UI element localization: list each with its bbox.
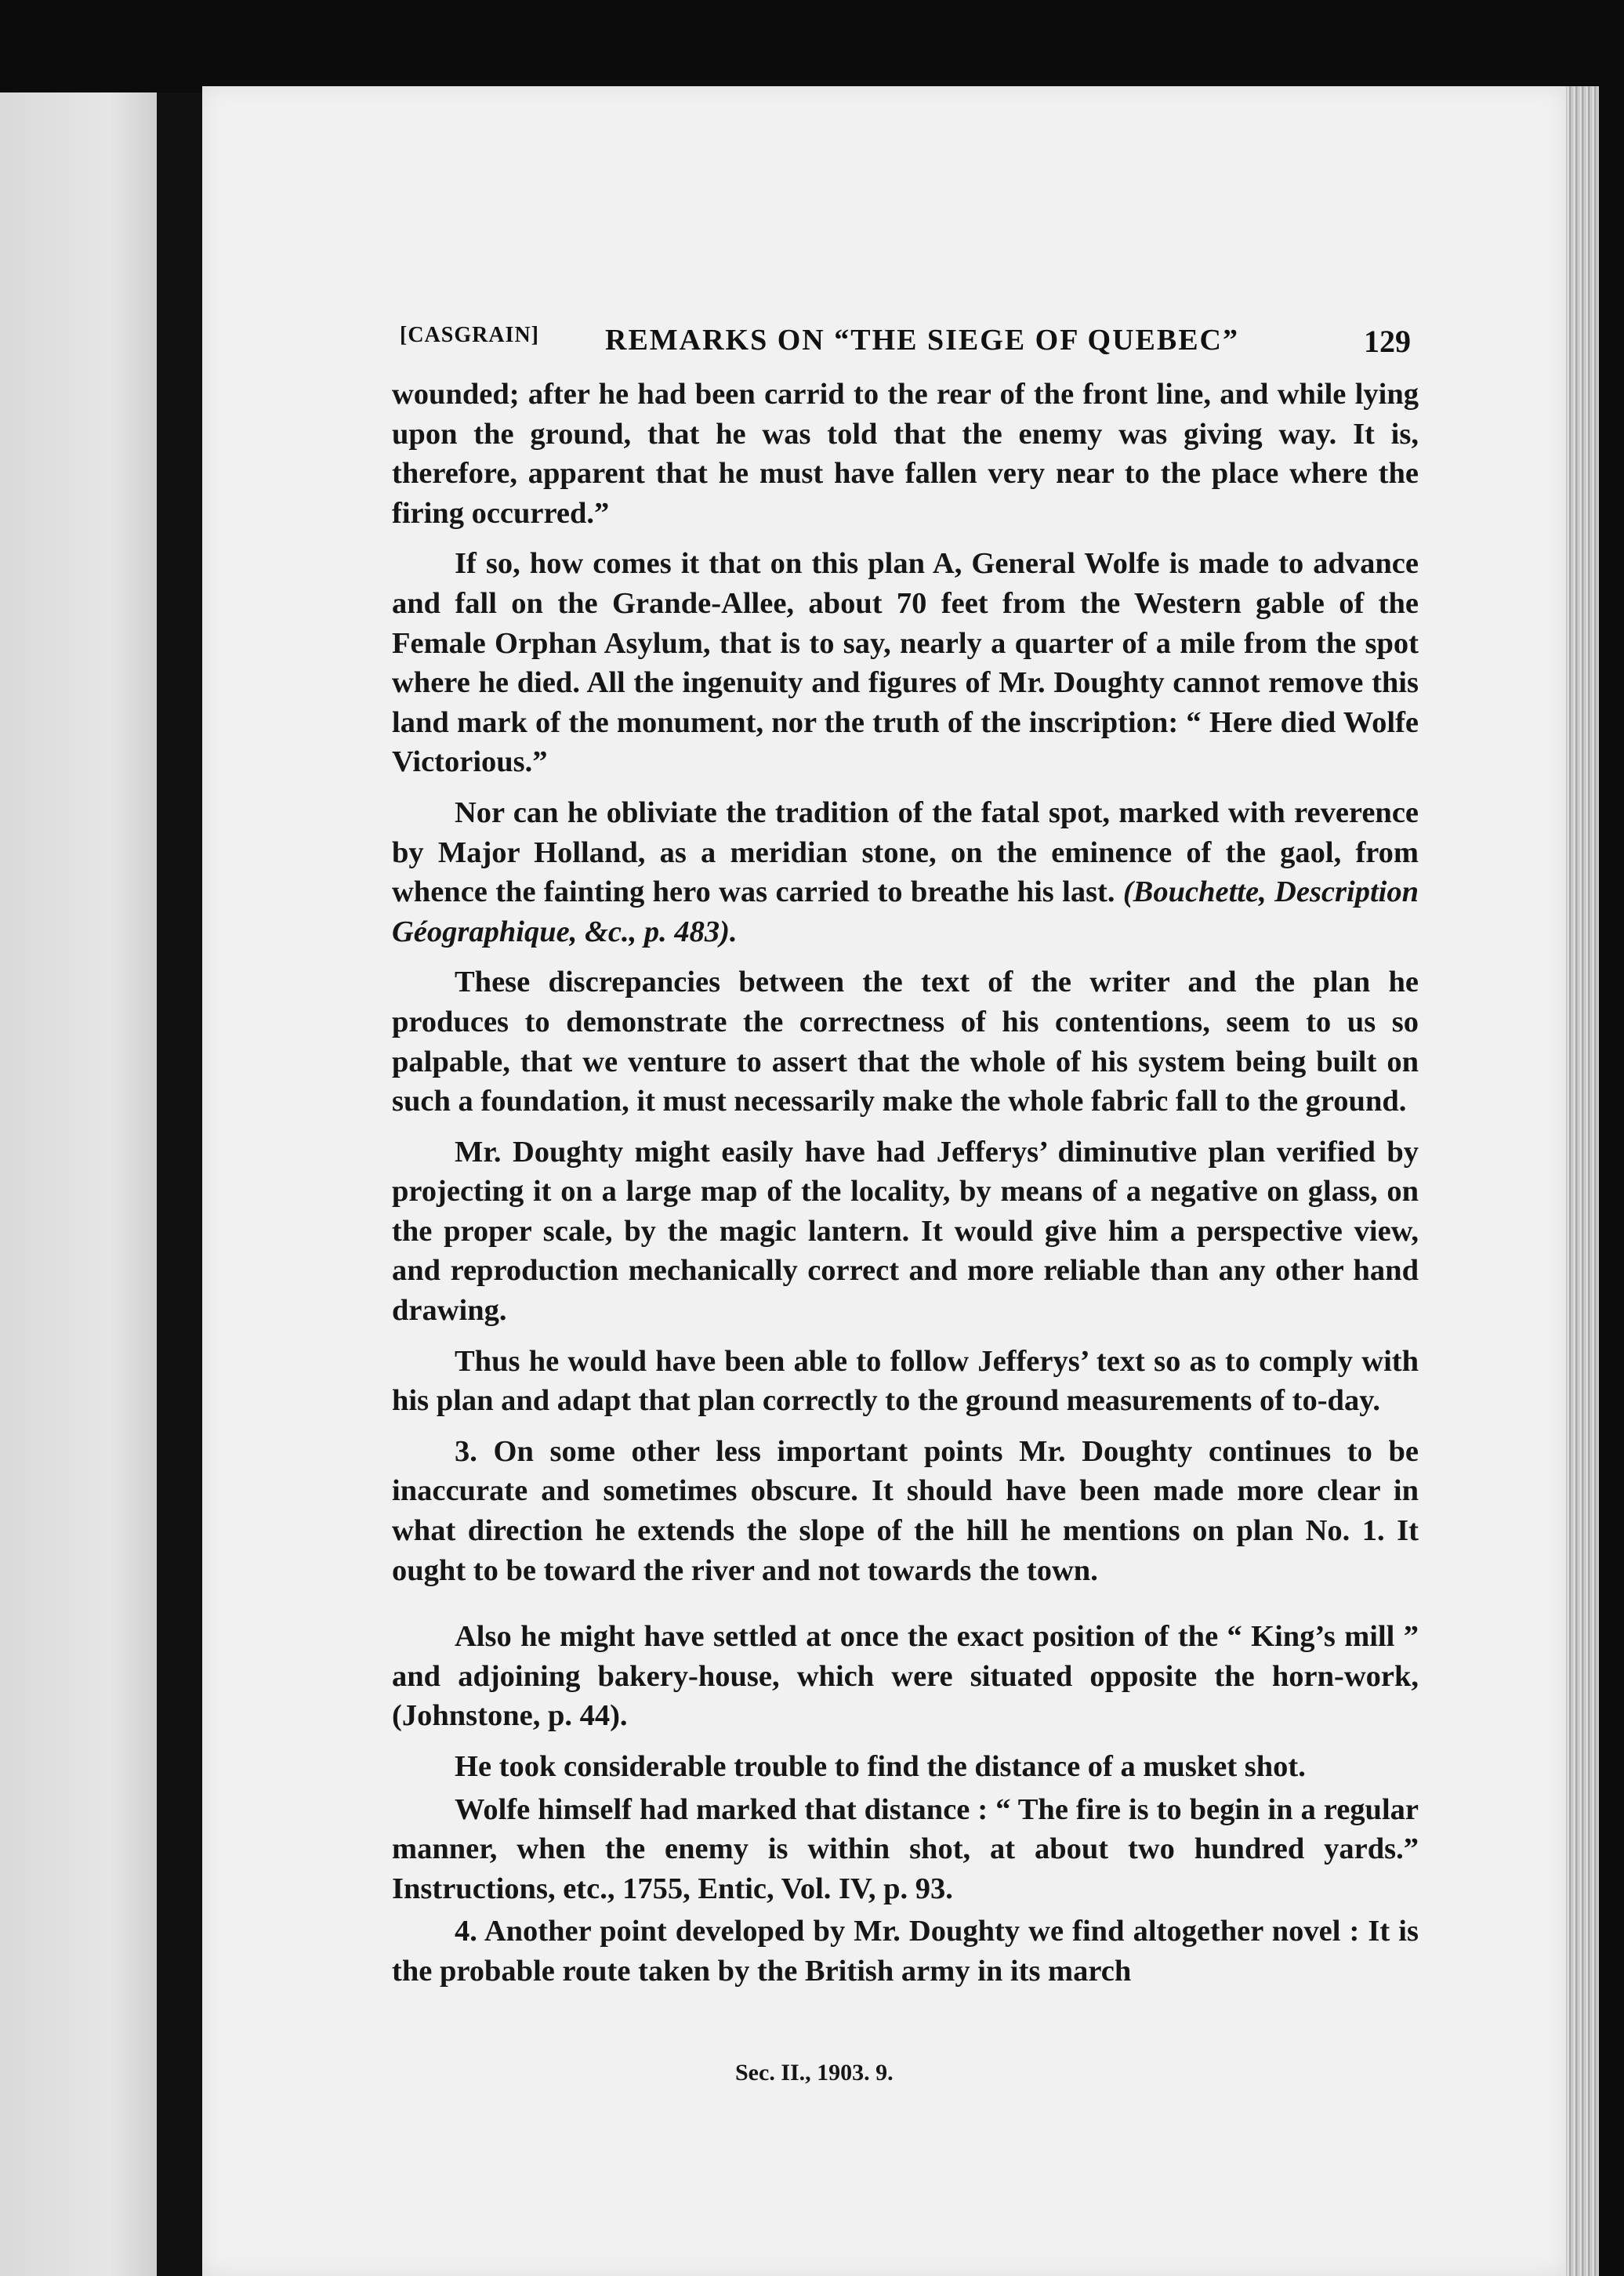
paragraph: wounded; after he had been carrid to the rear of the front line, and while lying upon the ground, that he was told that the enemy was giving way. It is, therefore, apparent that he must have fallen very near to the place where the firing occurred.” <box>392 378 1419 530</box>
paragraph-text: Nor can he obliviate the tradition of the fatal spot, marked with reverence by Major Holland, as a meridian stone, on the eminence of the gaol, from whence the fainting hero was carried to breathe his last. <box>392 796 1419 909</box>
paragraph: Also he might have settled at once the exact position of the “ King’s mill ” and adjoining bakery-house, which were situated opposite the horn-work, (Johnstone, p. 44). <box>392 1620 1419 1733</box>
paragraph: These discrepancies between the text of the writer and the plan he produces to demonstrate the correctness of his contentions, seem to us so palpable, that we venture to assert that the whole of his system being built on such a foundation, it must necessarily make the whole fabric fall to the ground. <box>392 966 1419 1118</box>
paragraph: If so, how comes it that on this plan A, General Wolfe is made to advance and fall on the Grande-Allee, about 70 feet from the Western gable of the Female Orphan Asylum, that is to say, nearly a quarter of a mile from the spot where he died. All the ingenuity and figures of Mr. Doughty cannot remove this land mark of the monument, nor the truth of the inscription: “ Here died Wolfe Victorious.” <box>392 547 1419 779</box>
running-header <box>400 323 1411 370</box>
paragraph: He took considerable trouble to find the distance of a musket shot. <box>455 1750 1306 1783</box>
paragraph: 4. Another point developed by Mr. Doughty we find altogether novel : It is the probable route taken by the British army in its march <box>392 1915 1419 1988</box>
signature-footer: Sec. II., 1903. 9. <box>735 2060 894 2086</box>
paragraph: 3. On some other less important points Mr. Doughty continues to be inaccurate and sometimes obscure. It should have been made more clear in what direction he extends the slope of the hill he mentions on plan No. 1. It ought to be toward the river and not towards the town. <box>392 1434 1419 1587</box>
paragraph: Mr. Doughty might easily have had Jefferys’ diminutive plan verified by projecting it on a large map of the locality, by means of a negative on glass, on the proper scale, by the magic lantern. It would give him a perspective view, and reproduction mechanically correct and more reliable than any other hand drawing. <box>392 1135 1419 1328</box>
page-stack-edge <box>1566 86 1599 2276</box>
paragraph: Wolfe himself had marked that distance : “ The fire is to begin in a regular manner, when the enemy is within shot, at about two hundred yards.” Instructions, etc., 1755, Entic, Vol. IV, p. 93. <box>392 1792 1419 1905</box>
page-number: 129 <box>1364 324 1411 359</box>
gutter-shadow <box>157 92 202 2276</box>
scan-background <box>1599 0 1624 2276</box>
facing-page-edge <box>0 92 157 2276</box>
body-text <box>392 375 1419 1992</box>
paragraph: Thus he would have been able to follow Jefferys’ text so as to comply with his plan and adapt that plan correctly to the ground measurements of to-day. <box>392 1344 1419 1418</box>
paragraph <box>392 793 1419 951</box>
header-author: [CASGRAIN] <box>400 323 539 347</box>
citation: (Bouchette, Description Géographique, &c., p. 483). <box>392 875 1419 948</box>
header-title: REMARKS ON “THE SIEGE OF QUEBEC” <box>605 324 1239 357</box>
